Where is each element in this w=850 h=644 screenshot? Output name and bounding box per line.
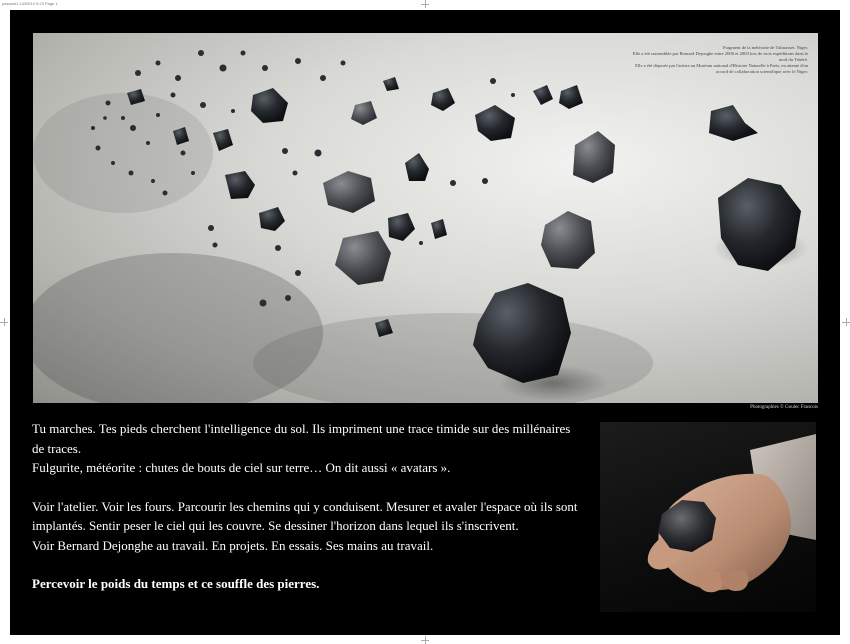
print-header: passant1 14/09/10 9:23 Page 1 — [2, 1, 58, 6]
crop-mark-bottom — [421, 636, 429, 644]
crop-mark-top — [421, 0, 429, 8]
photo-caption — [578, 45, 808, 75]
paragraph-line: de traces. — [32, 440, 82, 456]
crop-mark-right — [842, 318, 850, 326]
page-panel — [10, 10, 840, 635]
meteorite-stones-illustration — [33, 33, 818, 403]
paragraph-line: implantés. Sentir peser le ciel qui les couvre. Se dessiner l'horizon dans lequel ils s'inscrivent. — [32, 518, 519, 533]
paragraph-line: Voir Bernard Dejonghe au travail. En projets. En essais. Ses mains au travail. — [32, 537, 434, 553]
caption-line: Elle a été déposée par l'artiste au Muséum national d'Histoire Naturelle à Paris, en attente d'un — [635, 63, 808, 68]
body-text — [32, 419, 632, 594]
caption-line: Fragment de la météorite de Tafasasset. Niger. — [722, 45, 808, 50]
caption-line: Elle a été rassemblée par Bernard Dejonghe entre 2000 et 2003 lors de trois expéditions dans le — [632, 51, 808, 56]
paragraph-line: Voir l'atelier. Voir les fours. Parcourir les chemins qui y conduisent. Mesurer et avaler l'espace où ils sont — [32, 498, 578, 514]
paragraph-line: Tu marches. Tes pieds cherchent l'intelligence du sol. Ils impriment une trace timide sur des millénaires — [32, 421, 571, 436]
hand-illustration — [600, 422, 816, 612]
paragraph-line: Fulgurite, météorite : chutes de bouts de ciel sur terre… On dit aussi « avatars ». — [32, 460, 451, 475]
meteorite-photo — [33, 33, 818, 403]
photo-credit: Photographies © Goulec Francois — [750, 405, 818, 410]
hand-holding-stone-photo — [600, 422, 816, 612]
closing-line: Percevoir le poids du temps et ce souffle des pierres. — [32, 576, 320, 591]
crop-mark-left — [0, 318, 8, 326]
caption-line: nord du Ténéré. — [778, 57, 808, 62]
caption-line: accord de collaboration scientifique avec le Niger. — [715, 69, 808, 74]
